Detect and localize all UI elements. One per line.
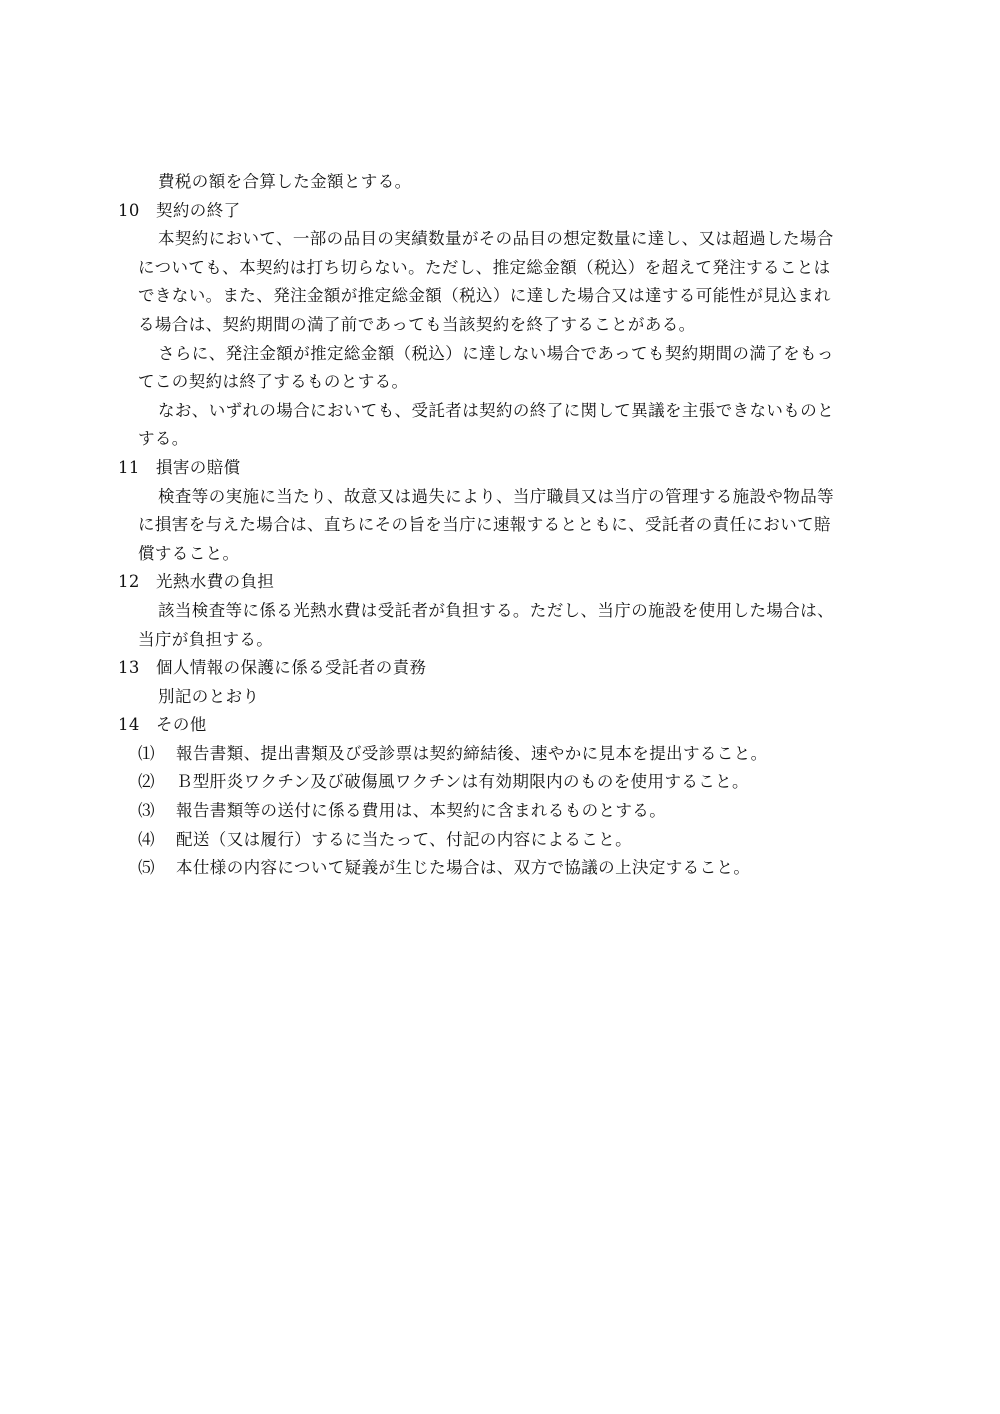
- section-title: 損害の賠償: [156, 457, 241, 477]
- list-item: [118, 768, 904, 797]
- section-number: 12: [118, 572, 140, 592]
- section-title: 個人情報の保護に係る受託者の責務: [156, 658, 427, 678]
- list-item: [118, 854, 904, 883]
- paragraph-wrapped-line: 償すること。: [138, 543, 240, 563]
- section-title: その他: [156, 715, 207, 735]
- paragraph-first-line: なお、いずれの場合においても、受託者は契約の終了に関して異議を主張できないものと: [158, 400, 834, 420]
- section-number: 11: [118, 457, 140, 477]
- item-text: 報告書類、提出書類及び受診票は契約締結後、速やかに見本を提出すること。: [176, 743, 768, 763]
- paragraph-wrapped-line: る場合は、契約期間の満了前であっても当該契約を終了することがある。: [138, 314, 696, 334]
- section-number: 10: [118, 200, 140, 220]
- section-heading: [118, 197, 904, 226]
- paragraph-first-line: さらに、発注金額が推定総金額（税込）に達しない場合であっても契約期間の満了をもっ: [158, 343, 834, 363]
- paragraph-first-line: 該当検査等に係る光熱水費は受託者が負担する。ただし、当庁の施設を使用した場合は、: [158, 600, 834, 620]
- paragraph-wrapped-line: に損害を与えた場合は、直ちにその旨を当庁に速報するとともに、受託者の責任において賠: [138, 515, 831, 535]
- section-title: 光熱水費の負担: [156, 572, 275, 592]
- document-body: [118, 168, 904, 883]
- list-item: [118, 826, 904, 855]
- paragraph-wrapped-line: する。: [138, 429, 189, 449]
- section-heading: [118, 654, 904, 683]
- section-heading: [118, 568, 904, 597]
- item-number: ⑸: [138, 858, 155, 878]
- paragraph-first-line: 本契約において、一部の品目の実績数量がその品目の想定数量に達し、又は超過した場合: [158, 229, 834, 249]
- paragraph-wrapped-line: てこの契約は終了するものとする。: [138, 372, 409, 392]
- paragraph-wrapped-line: についても、本契約は打ち切らない。ただし、推定総金額（税込）を超えて発注することは: [138, 257, 831, 277]
- paragraph-first-line: 別記のとおり: [158, 686, 260, 706]
- item-number: ⑶: [138, 801, 155, 821]
- list-item: [118, 740, 904, 769]
- item-text: 報告書類等の送付に係る費用は、本契約に含まれるものとする。: [176, 801, 667, 821]
- continued-line: 費税の額を合算した金額とする。: [158, 172, 412, 191]
- paragraph-wrapped-line: 当庁が負担する。: [138, 629, 274, 649]
- section-heading: [118, 454, 904, 483]
- item-number: ⑴: [138, 743, 155, 763]
- item-text: 本仕様の内容について疑義が生じた場合は、双方で協議の上決定すること。: [176, 858, 751, 878]
- item-text: 配送（又は履行）するに当たって、付記の内容によること。: [176, 829, 632, 849]
- item-number: ⑵: [138, 772, 155, 792]
- section-number: 14: [118, 715, 140, 735]
- list-item: [118, 797, 904, 826]
- item-text: Ｂ型肝炎ワクチン及び破傷風ワクチンは有効期限内のものを使用すること。: [176, 772, 749, 792]
- section-title: 契約の終了: [156, 200, 241, 220]
- item-number: ⑷: [138, 829, 155, 849]
- section-heading: [118, 711, 904, 740]
- paragraph-wrapped-line: できない。また、発注金額が推定総金額（税込）に達した場合又は達する可能性が見込まれ: [138, 286, 831, 306]
- paragraph-first-line: 検査等の実施に当たり、故意又は過失により、当庁職員又は当庁の管理する施設や物品等: [158, 486, 834, 506]
- section-number: 13: [118, 658, 140, 678]
